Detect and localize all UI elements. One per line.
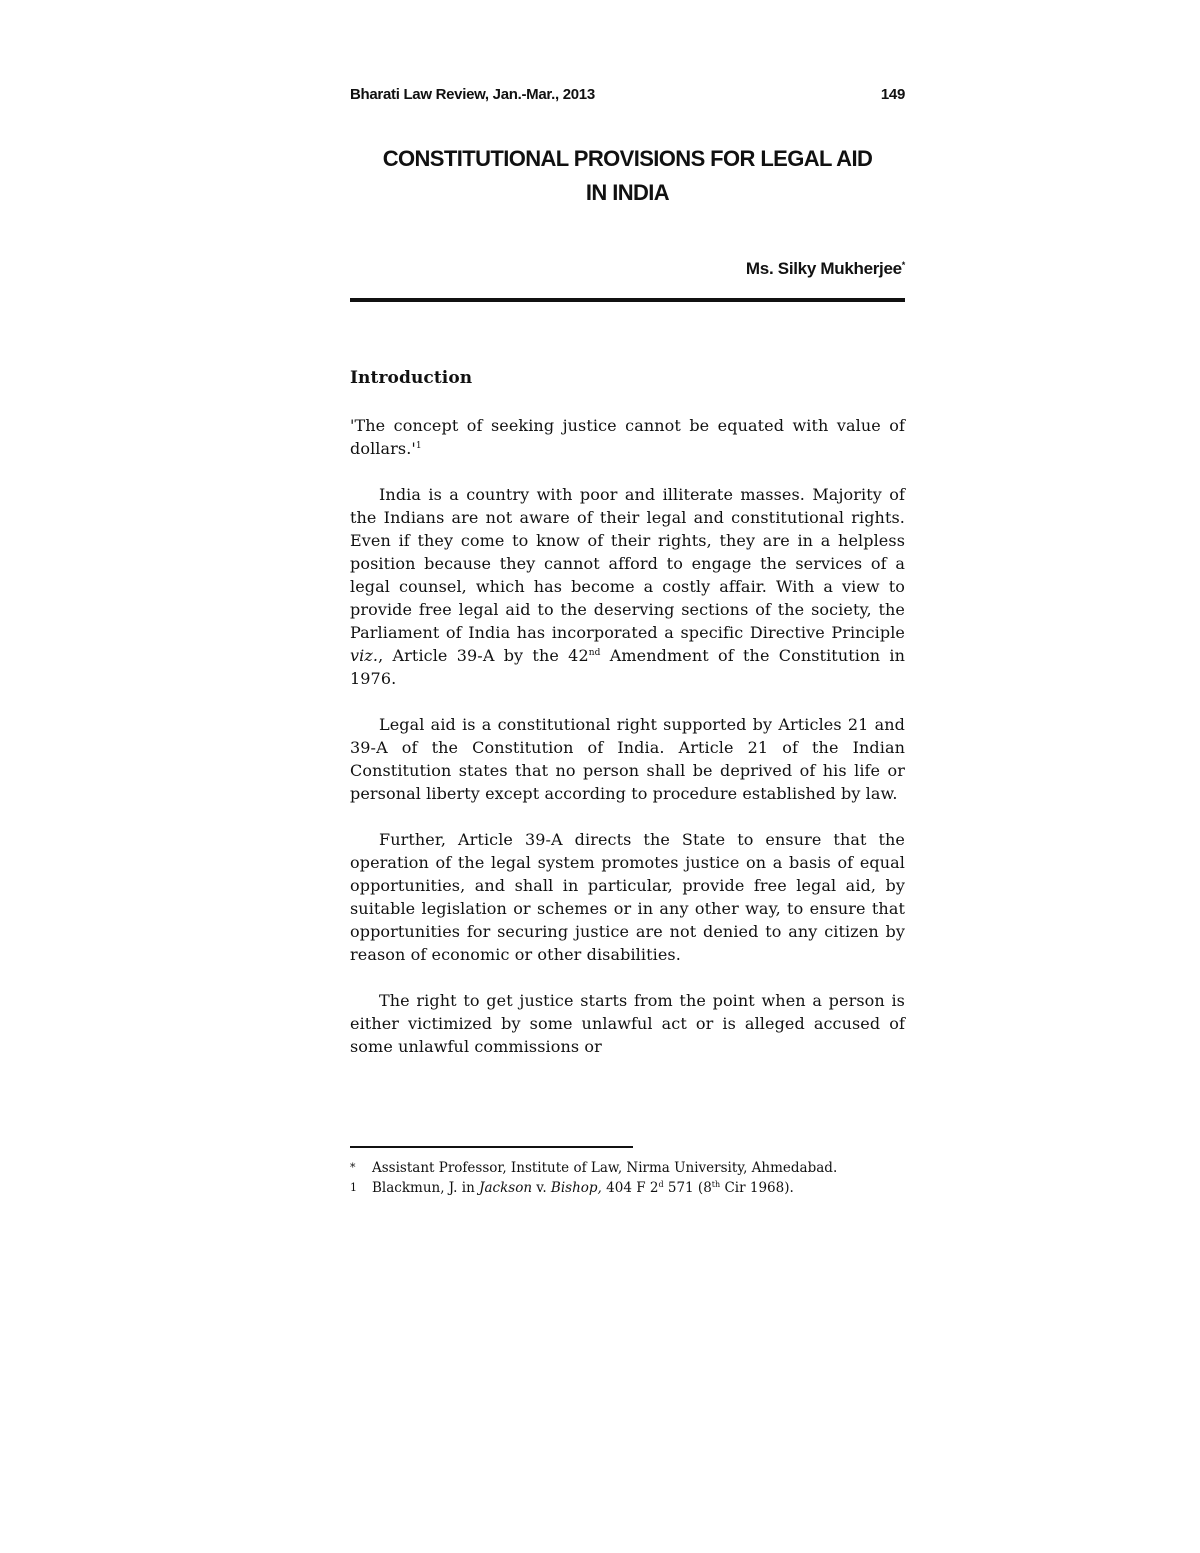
footnote-separator <box>350 1146 633 1148</box>
footnote-1-sup-2: th <box>711 1180 721 1189</box>
journal-name: Bharati Law Review, Jan.-Mar., 2013 <box>350 86 595 103</box>
footnotes <box>350 1158 910 1198</box>
footnote-1-text-b: v. <box>532 1180 551 1196</box>
quote-text: 'The concept of seeking justice cannot be equated with value of dollars.' <box>350 416 905 458</box>
title-divider <box>350 298 905 302</box>
page-number: 149 <box>880 86 905 103</box>
article-title-line-1: CONSTITUTIONAL PROVISIONS FOR LEGAL AID <box>382 146 873 171</box>
footnote-author-mark: * <box>350 1161 356 1174</box>
paragraph-1-text-b: , Article 39-A by the 42 <box>378 646 589 665</box>
article-title <box>350 142 905 210</box>
footnote-1 <box>350 1178 910 1198</box>
footnote-1-text-c: 404 F 2 <box>601 1180 659 1196</box>
footnote-1-case-party-1: Jackson <box>479 1180 533 1196</box>
paragraph-3: Further, Article 39-A directs the State to ensure that the operation of the legal system promotes justice on a basis of equal opportunities, and shall in particular, provide free legal aid, by suitable legislation or schemes or in any other way, to ensure that opportunities for securing justice are not denied to any citizen by reason of economic or other disabilities. <box>350 830 905 964</box>
paragraph-1-text-c: Amendment of the Constitution in 1976. <box>350 646 905 688</box>
paragraph-1-superscript: nd <box>588 648 601 658</box>
footnote-author-text: Assistant Professor, Institute of Law, Nirma University, Ahmedabad. <box>372 1160 838 1176</box>
paragraph-1 <box>350 483 905 690</box>
paragraph-1-italic: viz. <box>350 646 379 665</box>
footnote-1-text-e: Cir 1968). <box>720 1180 794 1196</box>
footnote-1-sup-1: d <box>658 1180 664 1189</box>
author-byline <box>350 259 905 279</box>
section-heading: Introduction <box>350 368 473 388</box>
paragraph-1-text-a: India is a country with poor and illiterate masses. Majority of the Indians are not aware of their legal and constitutional rights. Even if they come to know of their rights, they are in a helpless position because they cannot afford to engage the services of a legal counsel, which has become a costly affair. With a view to provide free legal aid to the deserving sections of the society, the Parliament of India has incorporated a specific Directive Principle <box>350 485 905 642</box>
running-header <box>350 84 905 108</box>
paragraph-4: The right to get justice starts from the point when a person is either victimized by some unlawful act or is alleged accused of some unlawful commissions or <box>350 991 905 1056</box>
footnote-1-mark: 1 <box>350 1181 357 1194</box>
epigraph-quote <box>350 414 905 460</box>
footnote-1-case-party-2: Bishop, <box>550 1180 602 1196</box>
footnote-1-text-a: Blackmun, J. in <box>372 1180 480 1196</box>
article-title-line-2: IN INDIA <box>585 180 670 205</box>
footnote-1-text-d: 571 (8 <box>663 1180 712 1196</box>
paragraph-2: Legal aid is a constitutional right supported by Articles 21 and 39-A of the Constitution of India. Article 21 of the Indian Constitution states that no person shall be deprived of his life or personal liberty except according to procedure established by law. <box>350 715 905 803</box>
author-footnote-mark: * <box>901 260 905 270</box>
quote-footnote-ref: 1 <box>415 441 422 451</box>
article-body <box>350 366 905 1081</box>
footnote-author <box>350 1158 910 1178</box>
author-name: Ms. Silky Mukherjee <box>745 259 902 278</box>
